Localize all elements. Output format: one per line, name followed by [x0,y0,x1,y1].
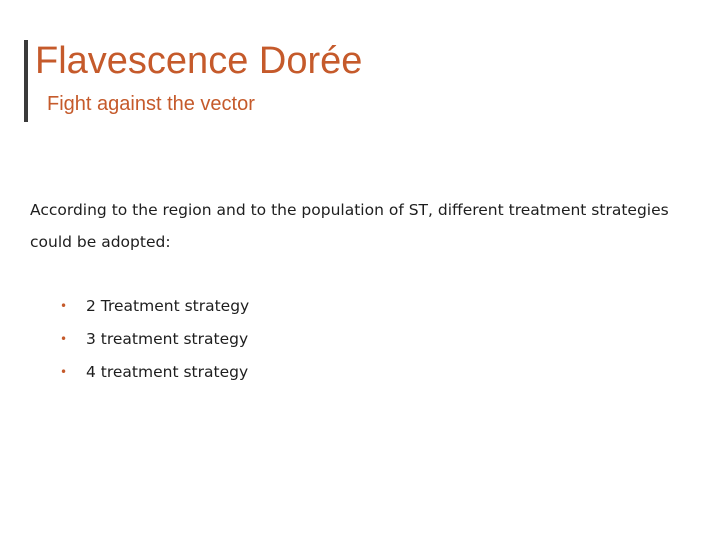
list-item [60,356,249,389]
list-item-label: 3 treatment strategy [86,330,249,348]
body-paragraph: According to the region and to the population of ST, different treatment strategies could be adopted: [30,201,669,251]
title-accent-bar [24,40,28,122]
list-item-label: 4 treatment strategy [86,363,249,381]
slide-subtitle: Fight against the vector [47,93,255,115]
list-item-label: 2 Treatment strategy [86,297,250,315]
list-item [60,290,249,323]
treatment-strategy-list [60,290,249,389]
bullet-icon: • [60,299,68,313]
bullet-icon: • [60,332,68,346]
slide-title: Flavescence Dorée [35,40,363,82]
list-item [60,323,249,356]
bullet-icon: • [60,365,68,379]
